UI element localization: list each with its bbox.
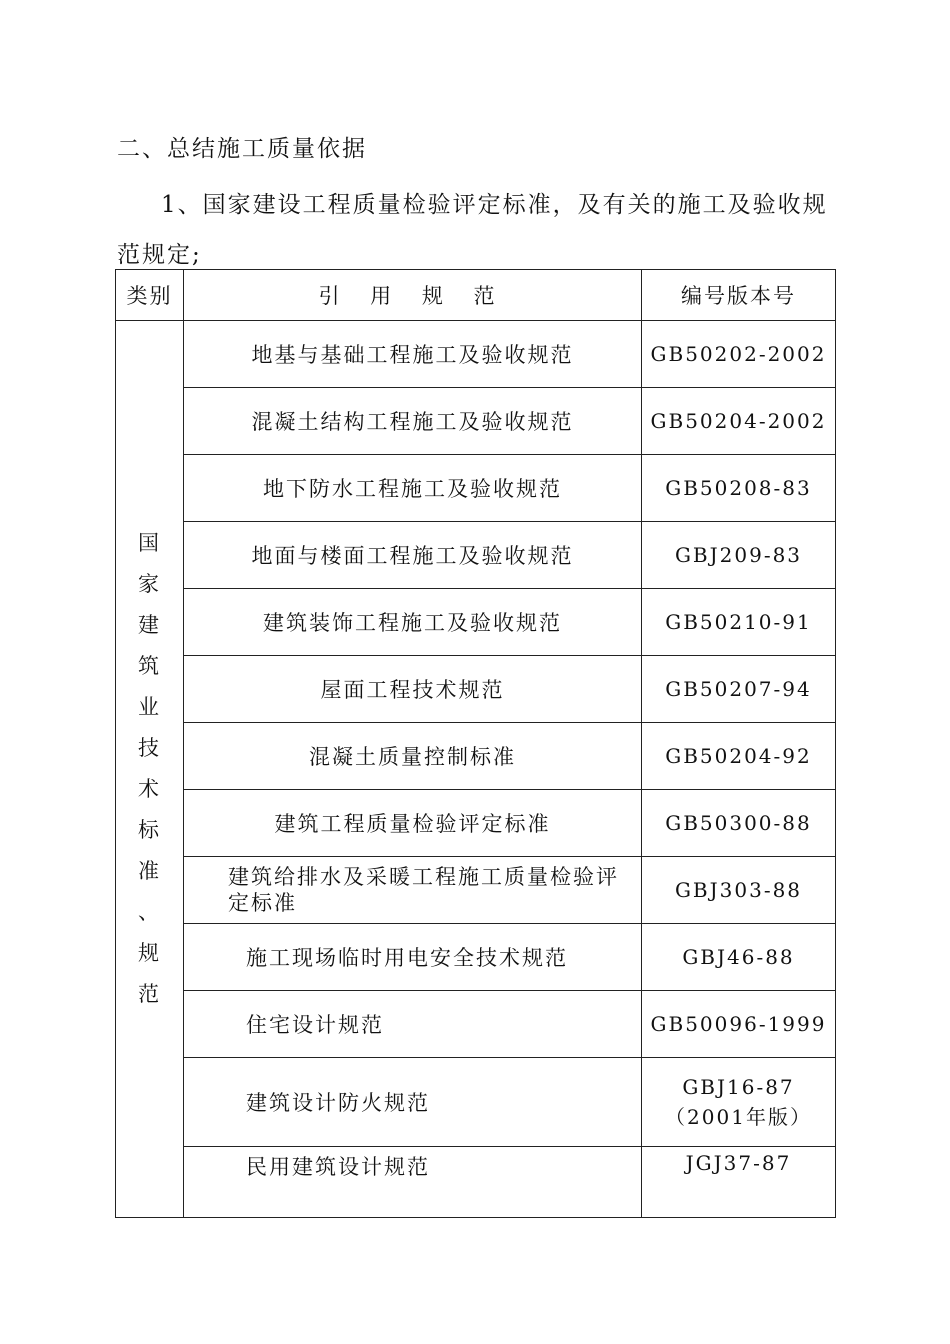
table-row: [116, 388, 836, 455]
standard-code: GB50207-94: [642, 656, 836, 723]
category-char: 准: [138, 859, 161, 883]
standards-table: [115, 269, 836, 1218]
table-row: [116, 723, 836, 790]
standard-name: 施工现场临时用电安全技术规范: [184, 924, 642, 991]
category-char: 标: [138, 818, 161, 842]
category-char: 家: [138, 572, 161, 596]
table-row: [116, 924, 836, 991]
standard-code: GBJ209-83: [642, 522, 836, 589]
standard-name: 地基与基础工程施工及验收规范: [184, 321, 642, 388]
category-cell: [116, 321, 184, 1218]
category-char: 业: [138, 695, 161, 719]
header-standard: 引 用 规 范: [184, 270, 642, 321]
category-char: 范: [138, 982, 161, 1006]
table-row: [116, 857, 836, 924]
standard-name: 混凝土结构工程施工及验收规范: [184, 388, 642, 455]
category-char: 国: [138, 531, 161, 555]
table-row: [116, 790, 836, 857]
standard-code: GB50208-83: [642, 455, 836, 522]
category-char: 术: [138, 777, 161, 801]
standard-name: 建筑设计防火规范: [184, 1058, 642, 1147]
standard-code: GBJ16-87（2001年版）: [642, 1058, 836, 1147]
standard-code: GB50204-2002: [642, 388, 836, 455]
category-char: 、: [138, 900, 161, 924]
standard-name: 地面与楼面工程施工及验收规范: [184, 522, 642, 589]
table-row: [116, 1058, 836, 1147]
standard-code: GB50096-1999: [642, 991, 836, 1058]
standard-name: 屋面工程技术规范: [184, 656, 642, 723]
category-char: 建: [138, 613, 161, 637]
standard-name: 住宅设计规范: [184, 991, 642, 1058]
standard-code: GB50300-88: [642, 790, 836, 857]
standard-code: GBJ46-88: [642, 924, 836, 991]
standard-name: 建筑装饰工程施工及验收规范: [184, 589, 642, 656]
standard-name: 建筑工程质量检验评定标准: [184, 790, 642, 857]
standard-name: 混凝土质量控制标准: [184, 723, 642, 790]
table-row: [116, 656, 836, 723]
standard-code: GB50204-92: [642, 723, 836, 790]
standard-code: GB50210-91: [642, 589, 836, 656]
standard-name: 建筑给排水及采暖工程施工质量检验评定标准: [184, 857, 642, 924]
category-char: 技: [138, 736, 161, 760]
standard-name: 民用建筑设计规范: [184, 1147, 642, 1218]
category-char: 规: [138, 941, 161, 965]
category-char: 筑: [138, 654, 161, 678]
table-row: [116, 1147, 836, 1218]
table-row: [116, 991, 836, 1058]
table-row: [116, 589, 836, 656]
table-row: [116, 455, 836, 522]
table-row: [116, 321, 836, 388]
standard-code: JGJ37-87: [642, 1147, 836, 1218]
table-row: [116, 522, 836, 589]
section-heading: 二、总结施工质量依据: [117, 136, 367, 162]
table-header-row: [116, 270, 836, 321]
basis-paragraph: 1、国家建设工程质量检验评定标准，及有关的施工及验收规范规定;: [117, 192, 828, 268]
standard-code: GBJ303-88: [642, 857, 836, 924]
header-code: 编号版本号: [642, 270, 836, 321]
header-category: 类别: [116, 270, 184, 321]
standard-name: 地下防水工程施工及验收规范: [184, 455, 642, 522]
standard-code: GB50202-2002: [642, 321, 836, 388]
